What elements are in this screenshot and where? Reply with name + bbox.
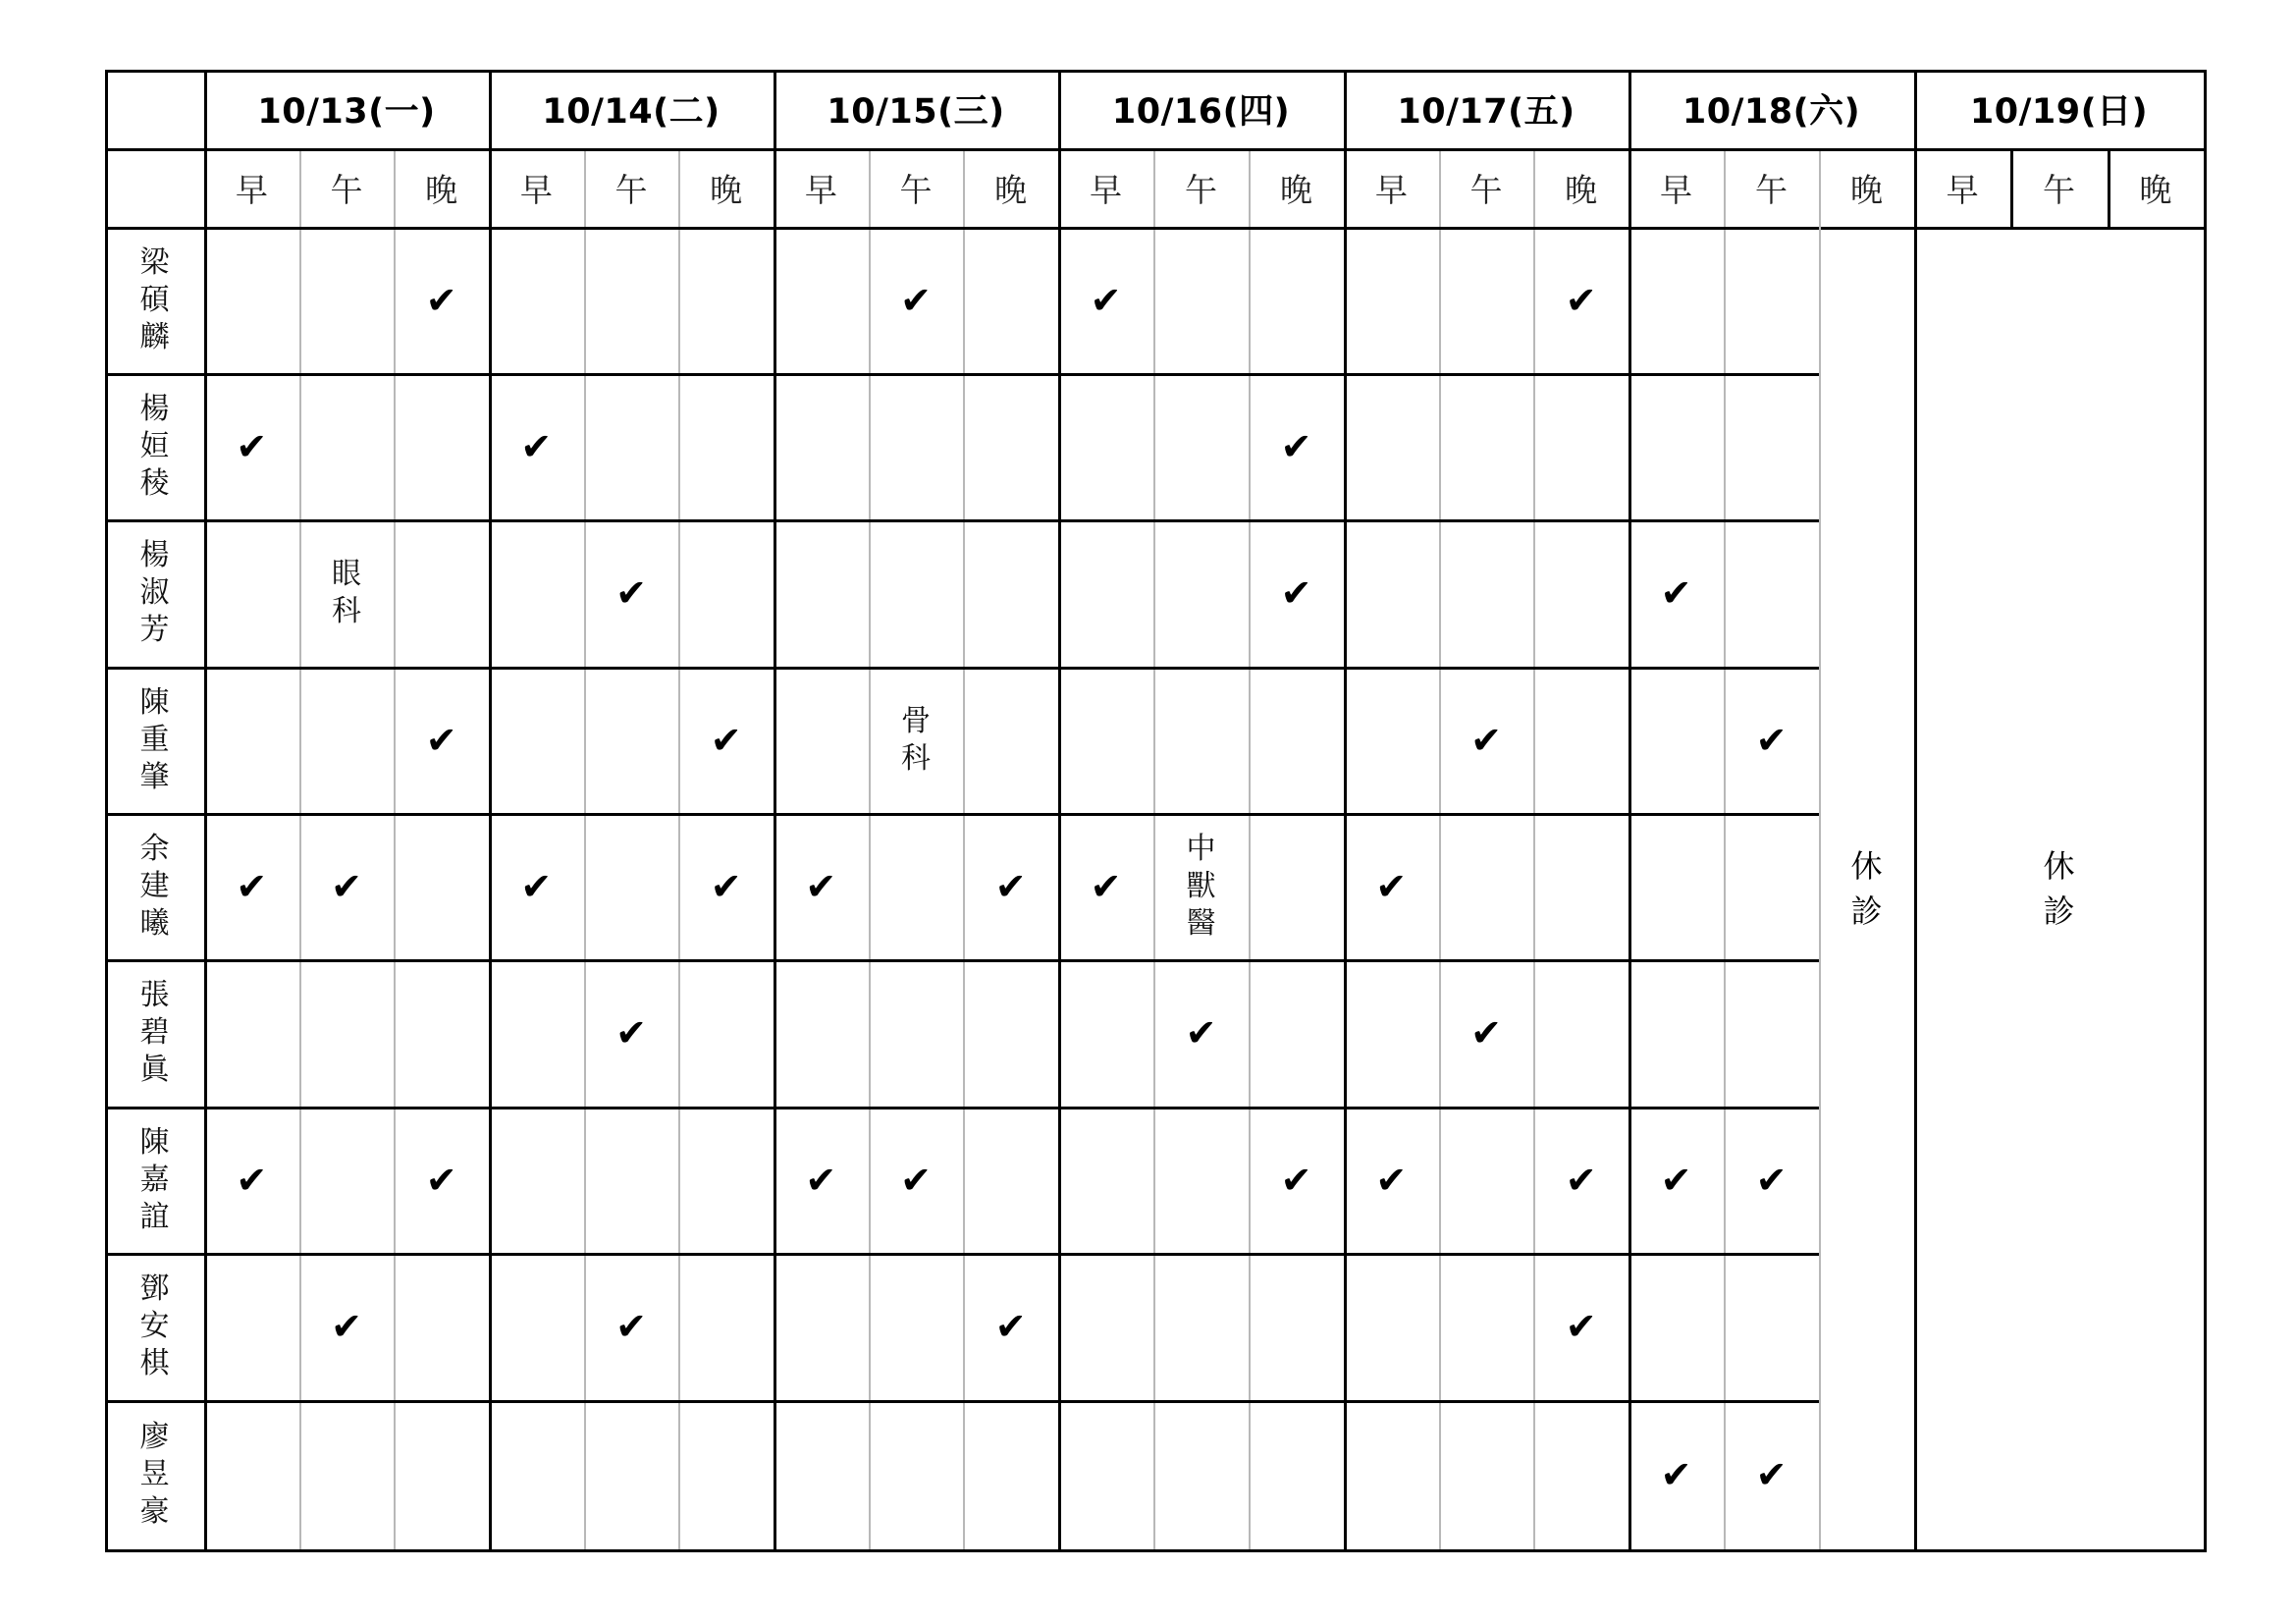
staff-name-char: 張 (139, 978, 170, 1012)
duty-checkmark: ✔ (425, 278, 457, 322)
duty-checkmark: ✔ (1185, 1011, 1217, 1055)
duty-checkmark: ✔ (900, 1158, 932, 1202)
duty-checkmark: ✔ (520, 424, 553, 468)
staff-name-char: 豪 (139, 1494, 170, 1529)
day-header: 10/14(二) (542, 92, 721, 132)
staff-name-char: 眞 (139, 1053, 170, 1087)
slot-separator-line (1249, 148, 1251, 1549)
slot-header: 晚 (2139, 170, 2172, 209)
staff-name-char: 碧 (139, 1015, 170, 1050)
day-header: 10/18(六) (1682, 92, 1861, 132)
duty-checkmark: ✔ (710, 864, 742, 908)
duty-specialty-label-char: 科 (900, 740, 931, 776)
staff-name-char: 誼 (139, 1199, 170, 1234)
staff-name-char: 楊 (139, 538, 170, 572)
slot-header: 午 (614, 170, 648, 209)
duty-checkmark: ✔ (1090, 278, 1122, 322)
slot-header: 午 (1469, 170, 1503, 209)
duty-specialty-label-char: 眼 (331, 557, 361, 591)
duty-checkmark: ✔ (331, 864, 362, 908)
duty-checkmark: ✔ (805, 864, 837, 908)
slot-header: 晚 (710, 170, 743, 209)
day-header: 10/19(日) (1969, 92, 2149, 132)
duty-checkmark: ✔ (994, 864, 1027, 908)
duty-checkmark: ✔ (331, 1305, 362, 1348)
slot-header: 晚 (1280, 170, 1312, 209)
duty-checkmark: ✔ (1660, 571, 1692, 615)
duty-checkmark: ✔ (1755, 1158, 1788, 1202)
slot-separator-line (1724, 148, 1726, 1549)
row-divider-line (105, 373, 1819, 376)
duty-checkmark: ✔ (1660, 1453, 1692, 1496)
duty-checkmark: ✔ (520, 864, 553, 908)
duty-checkmark: ✔ (425, 718, 457, 762)
staff-name-char: 姮 (139, 428, 170, 463)
staff-name-char: 嘉 (139, 1162, 170, 1197)
duty-checkmark: ✔ (615, 1305, 647, 1348)
staff-name (105, 519, 204, 667)
slot-header: 晚 (425, 170, 458, 209)
closed-label-char: 休 (2043, 846, 2075, 885)
slot-header: 午 (330, 170, 363, 209)
duty-checkmark: ✔ (1470, 1011, 1502, 1055)
staff-name-char: 建 (139, 868, 170, 903)
row-divider-line (105, 959, 1819, 962)
duty-checkmark: ✔ (236, 1158, 268, 1202)
duty-checkmark: ✔ (236, 424, 268, 468)
slot-header: 早 (1946, 170, 1979, 209)
staff-name-char: 淑 (139, 575, 170, 610)
staff-name-char: 重 (139, 722, 170, 757)
duty-specialty-label-char: 醫 (1186, 905, 1216, 941)
slot-header: 早 (235, 170, 268, 209)
duty-specialty-label (299, 519, 395, 667)
duty-checkmark: ✔ (1565, 278, 1597, 322)
duty-checkmark: ✔ (236, 864, 268, 908)
day-border-line (1629, 70, 1631, 1549)
day-header: 10/15(三) (827, 92, 1005, 132)
slot-header: 晚 (1850, 170, 1883, 209)
duty-specialty-label-char: 獸 (1186, 868, 1216, 903)
row-divider-line (105, 1400, 1819, 1403)
staff-name-char: 陳 (139, 684, 170, 720)
staff-name-char: 鄧 (139, 1271, 170, 1306)
closed-label (1819, 227, 1914, 1549)
slot-header: 晚 (1565, 170, 1598, 209)
closed-label-char: 診 (2043, 892, 2075, 930)
staff-name-char: 肇 (139, 759, 170, 794)
duty-checkmark: ✔ (425, 1158, 457, 1202)
duty-specialty-label (1153, 813, 1249, 959)
duty-checkmark: ✔ (615, 1011, 647, 1055)
closed-label-char: 診 (1850, 892, 1883, 930)
staff-name-char: 麟 (139, 319, 170, 354)
duty-checkmark: ✔ (1755, 1453, 1788, 1496)
slot-header: 午 (899, 170, 933, 209)
duty-specialty-label-char: 骨 (900, 703, 931, 738)
duty-checkmark: ✔ (1565, 1305, 1597, 1348)
staff-name-char: 余 (139, 831, 170, 866)
duty-checkmark: ✔ (1755, 718, 1788, 762)
staff-name (105, 1107, 204, 1253)
staff-name-char: 梁 (139, 244, 170, 280)
duty-checkmark: ✔ (1565, 1158, 1597, 1202)
slot-header: 早 (1090, 170, 1122, 209)
staff-name-char: 昱 (139, 1457, 170, 1491)
slot-header: 午 (1755, 170, 1788, 209)
duty-checkmark: ✔ (1280, 424, 1312, 468)
slot-header: 早 (519, 170, 553, 209)
staff-name (105, 813, 204, 959)
staff-name (105, 1400, 204, 1549)
staff-name-char: 芳 (139, 613, 170, 647)
staff-name (105, 227, 204, 373)
staff-name-char: 稜 (139, 465, 170, 501)
staff-name-char: 楊 (139, 391, 170, 426)
duty-specialty-label-char: 科 (331, 594, 361, 628)
staff-name (105, 667, 204, 813)
duty-checkmark: ✔ (994, 1305, 1027, 1348)
staff-name-char: 曦 (139, 905, 170, 941)
slot-separator-line (1439, 148, 1441, 1549)
duty-specialty-label-char: 中 (1186, 831, 1216, 866)
staff-name-char: 陳 (139, 1124, 170, 1160)
day-border-line (774, 70, 776, 1549)
slot-header: 午 (1185, 170, 1217, 209)
duty-checkmark: ✔ (1090, 864, 1122, 908)
staff-name-char: 廖 (139, 1420, 170, 1454)
slot-header: 晚 (994, 170, 1028, 209)
day-header: 10/16(四) (1111, 92, 1291, 132)
day-border-line (489, 70, 492, 1549)
duty-checkmark: ✔ (805, 1158, 837, 1202)
day-border-line (2204, 70, 2207, 1549)
staff-name-char: 棋 (139, 1346, 170, 1380)
staff-name-char: 安 (139, 1309, 170, 1343)
weekly-duty-schedule (105, 70, 2204, 1550)
duty-specialty-label (869, 667, 964, 813)
slot-header: 早 (1374, 170, 1408, 209)
table-bottom-border (105, 1549, 2207, 1552)
staff-name (105, 373, 204, 519)
slot-header: 午 (2042, 170, 2075, 209)
staff-name (105, 959, 204, 1107)
slot-header: 早 (1660, 170, 1692, 209)
day-border-line (204, 70, 207, 1549)
duty-checkmark: ✔ (1375, 1158, 1408, 1202)
duty-checkmark: ✔ (710, 718, 742, 762)
closed-label (1914, 227, 2204, 1549)
day-header: 10/13(一) (257, 92, 436, 132)
day-border-line (1344, 70, 1347, 1549)
slot-header: 早 (804, 170, 837, 209)
duty-checkmark: ✔ (615, 571, 647, 615)
duty-checkmark: ✔ (900, 278, 932, 322)
staff-name-char: 碩 (139, 282, 170, 317)
duty-checkmark: ✔ (1660, 1158, 1692, 1202)
day-header: 10/17(五) (1397, 92, 1575, 132)
closed-label-char: 休 (1850, 846, 1883, 885)
staff-name (105, 1253, 204, 1400)
duty-checkmark: ✔ (1280, 571, 1312, 615)
duty-checkmark: ✔ (1470, 718, 1502, 762)
duty-checkmark: ✔ (1280, 1158, 1312, 1202)
duty-checkmark: ✔ (1375, 864, 1408, 908)
